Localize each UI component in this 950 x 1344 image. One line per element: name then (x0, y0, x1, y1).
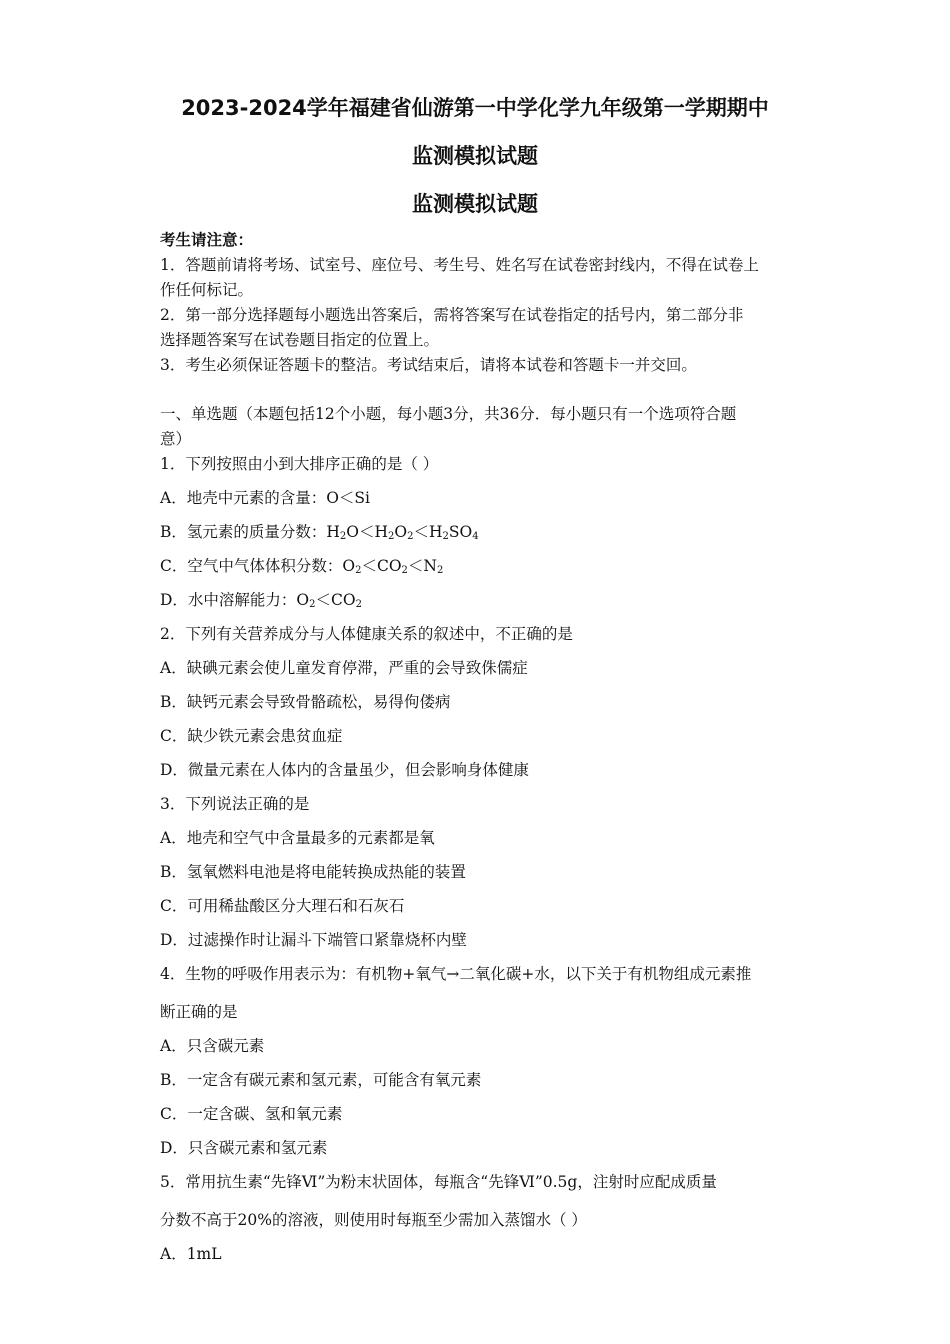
question-4: 4．生物的呼吸作用表示为：有机物+氧气→二氧化碳+水，以下关于有机物组成元素推 (160, 965, 752, 983)
question-4-cont: 断正确的是 (160, 1003, 238, 1021)
q3-option-d: D．过滤操作时让漏斗下端管口紧靠烧杯内壁 (160, 931, 467, 949)
q4-option-c: C．一定含碳、氢和氧元素 (160, 1105, 343, 1123)
question-5-cont: 分数不高于20%的溶液，则使用时每瓶至少需加入蒸馏水（ ） (160, 1211, 587, 1229)
q3-option-a: A．地壳和空气中含量最多的元素都是氧 (160, 829, 435, 847)
notice-item-2-cont: 选择题答案写在试卷题目指定的位置上。 (160, 331, 440, 349)
q1-option-a: A．地壳中元素的含量：O＜Si (160, 489, 370, 507)
q4-option-a: A．只含碳元素 (160, 1037, 265, 1055)
section-heading: 一、单选题（本题包括12个小题，每小题3分，共36分．每小题只有一个选项符合题 (160, 405, 737, 423)
q4-option-b: B．一定含有碳元素和氢元素，可能含有氧元素 (160, 1071, 482, 1089)
notice-item-3: 3．考生必须保证答题卡的整洁。考试结束后，请将本试卷和答题卡一并交回。 (160, 356, 697, 374)
q1-option-b: B．氢元素的质量分数：$H_2O<H_2O_2<H_2SO_4$ (160, 523, 479, 542)
q2-option-d: D．微量元素在人体内的含量虽少，但会影响身体健康 (160, 761, 529, 779)
notice-item-1-cont: 作任何标记。 (160, 281, 254, 299)
doc-title-line-1: 2023-2024学年福建省仙游第一中学化学九年级第一学期期中 (181, 96, 769, 120)
question-1: 1．下列按照由小到大排序正确的是（ ） (160, 455, 439, 473)
q4-option-d: D．只含碳元素和氢元素 (160, 1139, 328, 1157)
doc-title-line-2: 监测模拟试题 (412, 144, 538, 168)
doc-subtitle: 监测模拟试题 (412, 192, 538, 216)
notice-item-2: 2．第一部分选择题每小题选出答案后，需将答案写在试卷指定的括号内，第二部分非 (160, 306, 744, 324)
question-2: 2．下列有关营养成分与人体健康关系的叙述中，不正确的是 (160, 625, 573, 643)
q3-option-c: C．可用稀盐酸区分大理石和石灰石 (160, 897, 405, 915)
q1-option-c: C．空气中气体体积分数：$O_2<CO_2<N_2$ (160, 557, 444, 576)
q2-option-b: B．缺钙元素会导致骨骼疏松，易得佝偻病 (160, 693, 451, 711)
q2-option-c: C．缺少铁元素会患贫血症 (160, 727, 343, 745)
notice-item-1: 1．答题前请将考场、试室号、座位号、考生号、姓名写在试卷密封线内，不得在试卷上 (160, 256, 759, 274)
q1-option-d: D．水中溶解能力：$O_2<CO_2$ (160, 591, 362, 610)
notice-heading: 考生请注意： (160, 230, 254, 249)
q5-option-a: A．1mL (160, 1245, 222, 1263)
section-heading-cont: 意） (160, 430, 192, 448)
q2-option-a: A．缺碘元素会使儿童发育停滞，严重的会导致侏儒症 (160, 659, 528, 677)
question-3: 3．下列说法正确的是 (160, 795, 310, 813)
question-5: 5．常用抗生素“先锋Ⅵ”为粉末状固体，每瓶含“先锋Ⅵ”0.5g，注射时应配成质量 (160, 1173, 717, 1191)
q3-option-b: B．氢氧燃料电池是将电能转换成热能的装置 (160, 863, 466, 881)
